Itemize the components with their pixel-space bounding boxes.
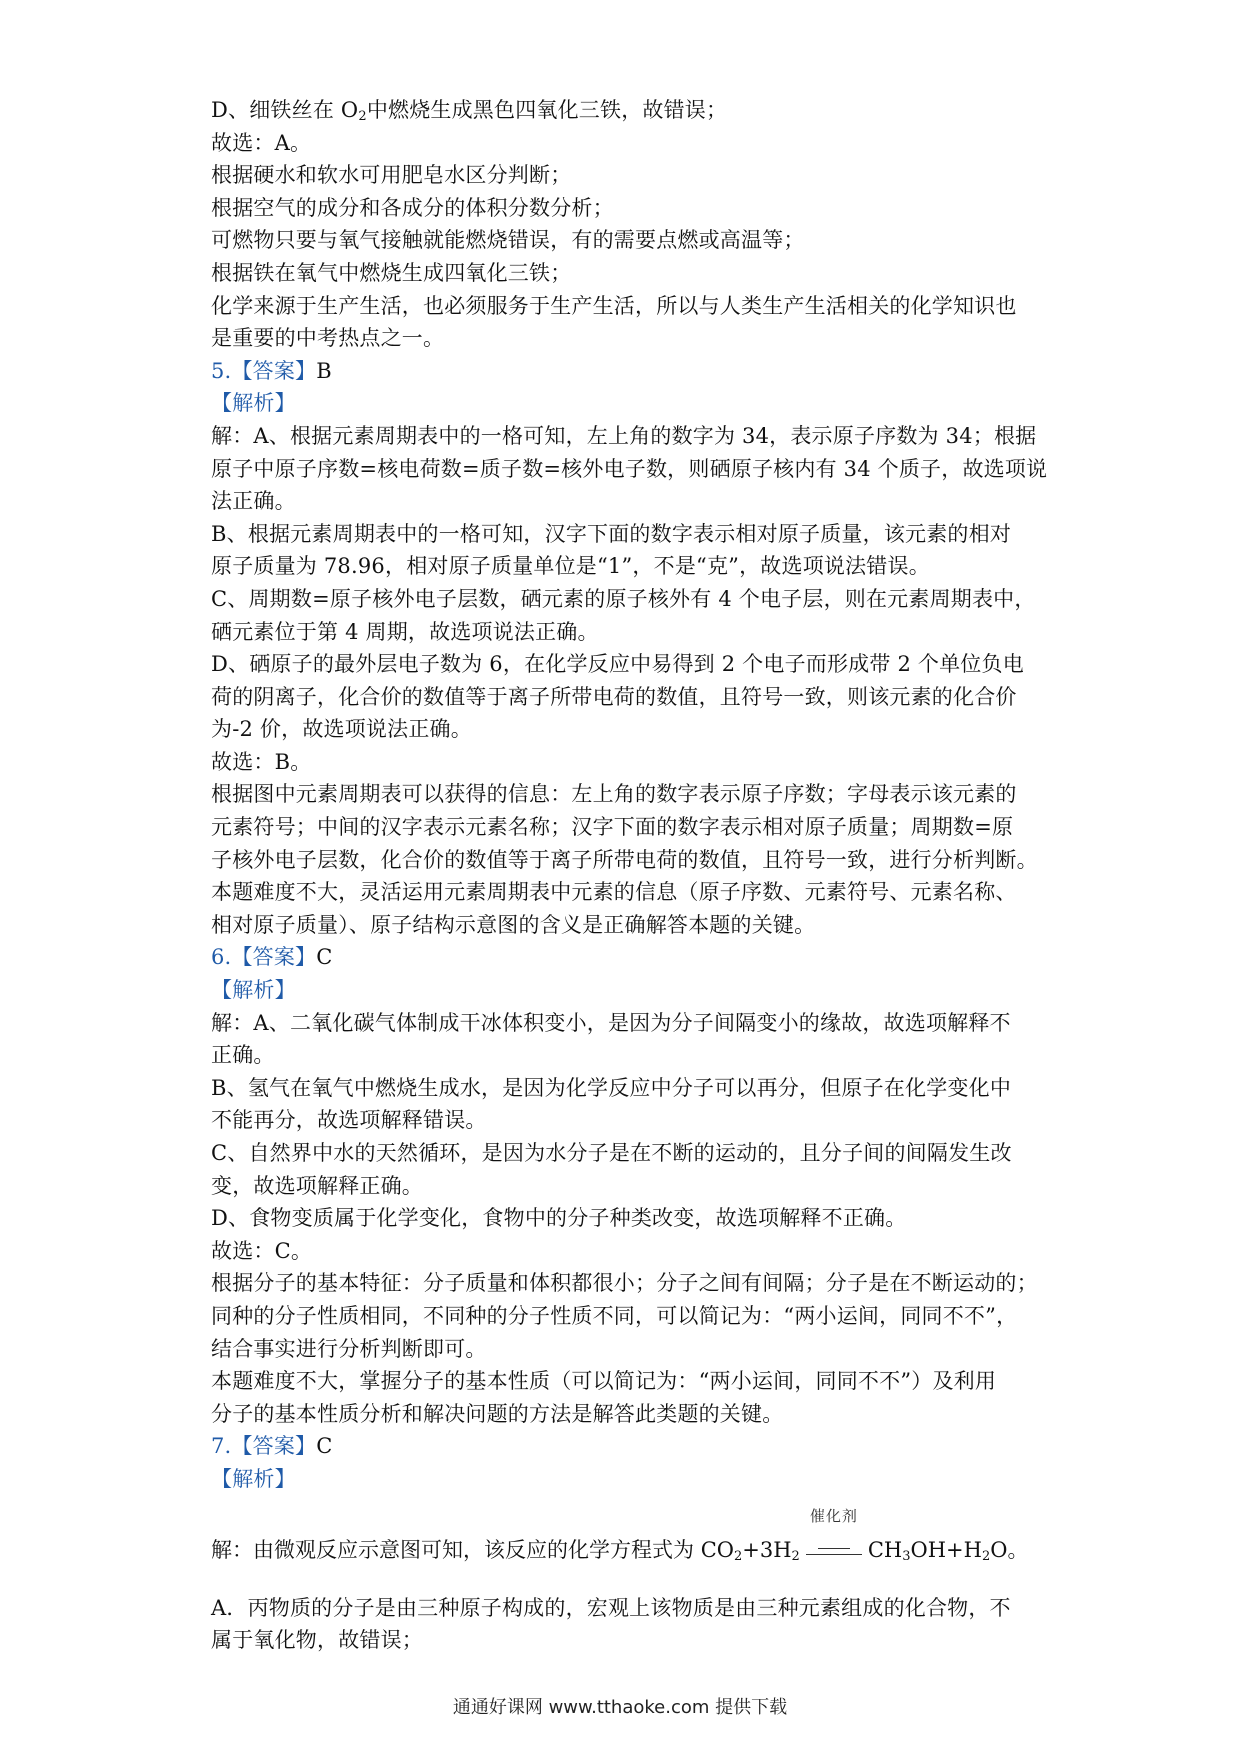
text-line: 根据硬水和软水可用肥皂水区分判断； (211, 163, 572, 188)
document-body (211, 94, 1048, 1657)
q7-answer-tag: 【答案】 (231, 1434, 317, 1459)
text-line: 元素符号；中间的汉字表示元素名称；汉字下面的数字表示相对原子质量；周期数=原 (211, 815, 1014, 840)
text-line: 故选：B。 (211, 749, 312, 774)
text-line: 根据分子的基本特征：分子质量和体积都很小；分子之间有间隔；分子是在不断运动的； (211, 1271, 1038, 1296)
chemical-equation-line (211, 1506, 1041, 1570)
text-line: 根据图中元素周期表可以获得的信息：左上角的数字表示原子序数；字母表示该元素的 (211, 782, 1017, 807)
text-line: 为-2 价，故选项说法正确。 (211, 717, 472, 742)
text-line: 本题难度不大，掌握分子的基本性质（可以简记为：“两小运间，同同不不”）及利用 (211, 1369, 997, 1394)
text-line: D、细铁丝在 $O_2$中燃烧生成黑色四氧化三铁，故错误； (211, 98, 728, 124)
text-line: 结合事实进行分析判断即可。 (211, 1336, 487, 1361)
q5-answer-heading (211, 355, 1041, 388)
double-line-sign-icon (806, 1541, 862, 1561)
text-line: C、自然界中水的天然循环，是因为水分子是在不断的运动的，且分子间的间隔发生改 (211, 1141, 1012, 1165)
q7-answer-heading (211, 1430, 1041, 1463)
text-line: 硒元素位于第 4 周期，故选项说法正确。 (211, 619, 599, 644)
text-line: D、硒原子的最外层电子数为 6，在化学反应中易得到 2 个电子而形成带 2 个单位负电 (211, 652, 1024, 677)
q7-answer-value: C (316, 1434, 333, 1459)
text-line: 原子质量为 78.96，相对原子质量单位是“1”，不是“克”，故选项说法错误。 (211, 554, 930, 579)
text-line: B、氢气在氧气中燃烧生成水，是因为化学反应中分子可以再分，但原子在化学变化中 (211, 1075, 1012, 1100)
text-line: 法正确。 (211, 489, 296, 514)
catalyst-label: 催化剂 (809, 1506, 858, 1525)
q7-analysis-tag: 【解析】 (211, 1466, 296, 1491)
q5-analysis-body (211, 420, 1048, 942)
text-line: 可燃物只要与氧气接触就能燃烧错误，有的需要点燃或高温等； (211, 228, 805, 253)
q5-answer-tag: 【答案】 (231, 358, 317, 383)
text-line: 正确。 (211, 1043, 275, 1068)
q5-number: 5. (211, 358, 232, 383)
text-line: 是重要的中考热点之一。 (211, 326, 445, 351)
text-line: 故选：A。 (211, 130, 312, 155)
text-line: D、食物变质属于化学变化，食物中的分子种类改变，故选项解释不正确。 (211, 1206, 907, 1231)
text-line: 相对原子质量）、原子结构示意图的含义是正确解答本题的关键。 (211, 912, 816, 937)
equation-products: $CH_3OH+H_2O$。 (867, 1537, 1029, 1564)
q6-analysis-body (211, 1007, 1041, 1431)
text-line: 故选：C。 (211, 1238, 313, 1263)
q5-answer-value: B (316, 358, 332, 383)
q5-analysis-tag: 【解析】 (211, 391, 296, 416)
page-footer: 通通好课网 www.tthaoke.com 提供下载 (452, 1697, 788, 1718)
text-line: 子核外电子层数，化合价的数值等于离子所带电荷的数值，且符号一致，进行分析判断。 (211, 847, 1038, 872)
q6-answer-value: C (316, 945, 333, 970)
q6-answer-tag: 【答案】 (231, 945, 317, 970)
text-line: 荷的阴离子，化合价的数值等于离子所带电荷的数值，且符号一致，则该元素的化合价 (211, 684, 1017, 709)
reaction-arrow (800, 1506, 868, 1570)
q6-answer-heading (211, 941, 1041, 974)
text-line: 化学来源于生产生活，也必须服务于生产生活，所以与人类生产生活相关的化学知识也 (211, 293, 1017, 318)
text-line: 属于氧化物，故错误； (211, 1628, 423, 1653)
text-line: C、周期数=原子核外电子层数，硒元素的原子核外有 4 个电子层，则在元素周期表中， (211, 586, 1036, 611)
text-line: A．丙物质的分子是由三种原子构成的，宏观上该物质是由三种元素组成的化合物，不 (211, 1595, 1011, 1620)
q6-number: 6. (211, 945, 232, 970)
text-line: 原子中原子序数=核电荷数=质子数=核外电子数，则硒原子核内有 34 个质子，故选项说 (211, 456, 1048, 481)
text-line: 同种的分子性质相同，不同种的分子性质不同，可以简记为：“两小运间，同同不不”， (211, 1303, 1018, 1328)
text-line: 分子的基本性质分析和解决问题的方法是解答此类题的关键。 (211, 1401, 784, 1426)
equation-reactants: $CO_2+3H_2$ (700, 1537, 800, 1564)
text-line: 变，故选项解释正确。 (211, 1173, 423, 1198)
text-line: 本题难度不大，灵活运用元素周期表中元素的信息（原子序数、元素符号、元素名称、 (211, 880, 1017, 905)
q6-analysis-tag: 【解析】 (211, 978, 296, 1003)
text-line: 不能再分，故选项解释错误。 (211, 1108, 487, 1133)
equation-prefix: 解：由微观反应示意图可知，该反应的化学方程式为 (211, 1537, 701, 1562)
q7-number: 7. (211, 1434, 232, 1459)
q7-analysis-body (211, 1592, 1041, 1657)
text-line: 根据空气的成分和各成分的体积分数分析； (211, 195, 614, 220)
text-line: 解：A、根据元素周期表中的一格可知，左上角的数字为 34，表示原子序数为 34；根据 (211, 423, 1037, 448)
text-line: B、根据元素周期表中的一格可知，汉字下面的数字表示相对原子质量，该元素的相对 (211, 521, 1012, 546)
text-line: 根据铁在氧气中燃烧生成四氧化三铁； (211, 260, 572, 285)
text-line: 解：A、二氧化碳气体制成干冰体积变小，是因为分子间隔变小的缘故，故选项解释不 (211, 1010, 1011, 1035)
